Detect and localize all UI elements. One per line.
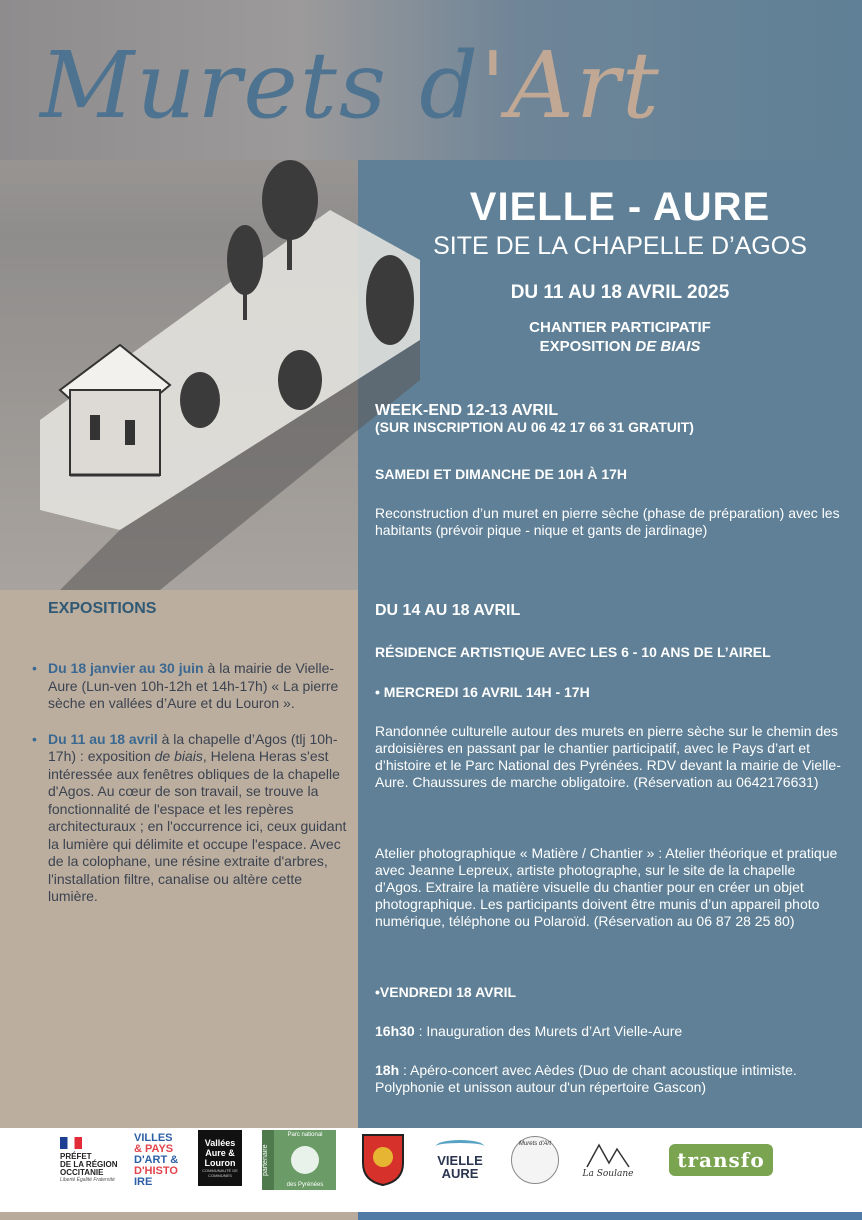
exposition-2-text-b: , Helena Heras s'est intéressée aux fenêtres obliques de la chapelle d'Agos. Au cœur de son travail, se trouve la fonctionnalité de l'espace et les repères architecturaux ; en l'occurrence ici, ceux guidant la lumière qui délimite et occupe l'espace. Avec de la colophane, une résine extraite d'arbres, l'installation filtre, canalise ou altère cette lumière. [48,748,347,904]
villes-line: VILLES [134,1131,173,1144]
vallees-line-2: Aure & [205,1148,235,1158]
wednesday-heading: • MERCREDI 16 AVRIL 14H - 17H [375,684,590,700]
spiral-icon [291,1146,319,1174]
title-apostrophe: ' [480,32,508,139]
weekend-section [375,402,845,436]
venue-block [430,185,810,261]
exposition-2-text-a: à la chapelle d’Agos (tlj 10h-17h) : exposition [48,730,338,764]
villes-line: D'HISTO [134,1164,178,1177]
soulane-text: La Soulane [582,1169,634,1179]
transfo-logo [666,1130,776,1190]
venue-site: SITE DE LA CHAPELLE D’AGOS [433,232,807,260]
residence-subtitle: RÉSIDENCE ARTISTIQUE AVEC LES 6 - 10 ANS DE L’AIREL [375,644,771,660]
vallees-line-4: COMMUNAUTÉ DE COMMUNES [202,1168,238,1178]
marianne-flag-icon [60,1137,82,1149]
bottom-bar-right [358,1212,862,1220]
exposition-2-italic: de biais [154,748,203,764]
venue-city: VIELLE - AURE [469,185,771,229]
vallees-line-1: Vallées [204,1138,236,1148]
vallees-aure-louron-logo [198,1130,242,1186]
expositions-list [30,660,352,924]
event-title [40,32,660,152]
workshop-description: Atelier photographique « Matière / Chantier » : Atelier théorique et pratique avec Jeanne Lepreux, artiste photographe, sur le site de la chapelle d’Agos. Extraire la matière visuelle du chantier pour en créer un objet photographique. Les participants doivent être munis d’un appareil photo numérique, téléphone ou Polaroïd. (Réservation au 06 87 28 25 80) [375,845,838,929]
weekend-hours: SAMEDI ET DIMANCHE DE 10H À 17H [375,466,628,482]
inauguration-text: : Inauguration des Murets d’Art Vielle-Aure [414,1023,683,1039]
title-art: Art [507,32,661,139]
apero-text: : Apéro-concert avec Aèdes (Duo de chant acoustique intimiste. Polyphonie et unisson autour d'un répertoire Gascon) [375,1062,797,1095]
vielle-aure-logo [432,1130,488,1190]
apero-time: 18h [375,1062,400,1078]
subtitle-line-2: EXPOSITION [539,338,636,355]
la-soulane-logo [582,1130,634,1190]
exposition-item [30,660,352,713]
right-panel-bg [358,0,862,1128]
vielle-line-2: AURE [441,1166,479,1181]
bullet-icon: • [32,730,37,747]
exposition-1-dates: Du 18 janvier au 30 juin [48,660,204,676]
mountains-icon [436,1140,484,1152]
bullet-icon: • [32,660,37,676]
vallees-line-3: Louron [204,1158,236,1168]
murets-art-logo [510,1130,560,1190]
parc-bottom-text: des Pyrénées [286,1182,324,1188]
parc-partner-label: partenaire [262,1130,274,1190]
weekend-title: WEEK-END 12-13 AVRIL [375,402,559,419]
chapel-artwork [0,150,420,590]
peaks-icon [585,1141,631,1169]
inauguration-line [375,1023,845,1040]
parc-top-text: Parc national [287,1132,323,1138]
villes-pays-art-logo [134,1130,182,1190]
inauguration-time: 16h30 [375,1023,415,1039]
expositions-title: EXPOSITIONS [48,600,157,617]
shield-icon [361,1133,405,1187]
prefet-line-1: PRÉFET [60,1152,92,1161]
bottom-bar-left [0,1212,358,1220]
villes-line: & PAYS [134,1142,174,1155]
exposition-item [30,731,352,906]
parc-national-logo [262,1130,336,1190]
event-subtitle [430,318,810,356]
villes-line: D'ART & [134,1153,179,1166]
prefet-line-2: DE LA RÉGION [60,1160,118,1169]
weekend-signup: (SUR INSCRIPTION AU 06 42 17 66 31 GRATUIT) [375,419,694,435]
title-text: Murets d [40,32,481,139]
prefet-motto: Liberté Égalité Fraternité [60,1177,115,1183]
villes-line: IRE [134,1175,153,1188]
transfo-text: transfo [669,1144,772,1176]
event-dates: DU 11 AU 18 AVRIL 2025 [510,282,730,303]
exposition-1-text: à la mairie de Vielle-Aure (Lun-ven 10h-12h et 14h-17h) « La pierre sèche en vallées d’Aure et du Louron ». [48,660,339,711]
residence-title: DU 14 AU 18 AVRIL [375,602,521,619]
prefet-line-3: OCCITANIE [60,1168,104,1177]
subtitle-line-1: CHANTIER PARTICIPATIF [529,319,711,336]
prefet-logo [60,1130,130,1190]
weekend-description: Reconstruction d’un muret en pierre sèche (phase de préparation) avec les habitants (prévoir pique - nique et gants de jardinage) [375,505,840,538]
vielle-line-1: VIELLE [437,1153,483,1168]
subtitle-italic: DE BIAIS [635,338,701,355]
apero-line [375,1062,845,1096]
coat-of-arms-logo [358,1130,408,1190]
exposition-2-dates: Du 11 au 18 avril [48,730,158,747]
friday-heading: •VENDREDI 18 AVRIL [375,984,517,1000]
hike-description: Randonnée culturelle autour des murets en pierre sèche sur le chemin des ardoisières en passant par le chantier participatif, avec le Pays d’art et d’histoire et le Parc National des Pyrénées. RDV devant la mairie de Vielle-Aure. Chaussures de marche obligatoire. (Réservation au 0642176631) [375,723,841,790]
murets-logo-text: Murets d'Art [511,1136,559,1184]
